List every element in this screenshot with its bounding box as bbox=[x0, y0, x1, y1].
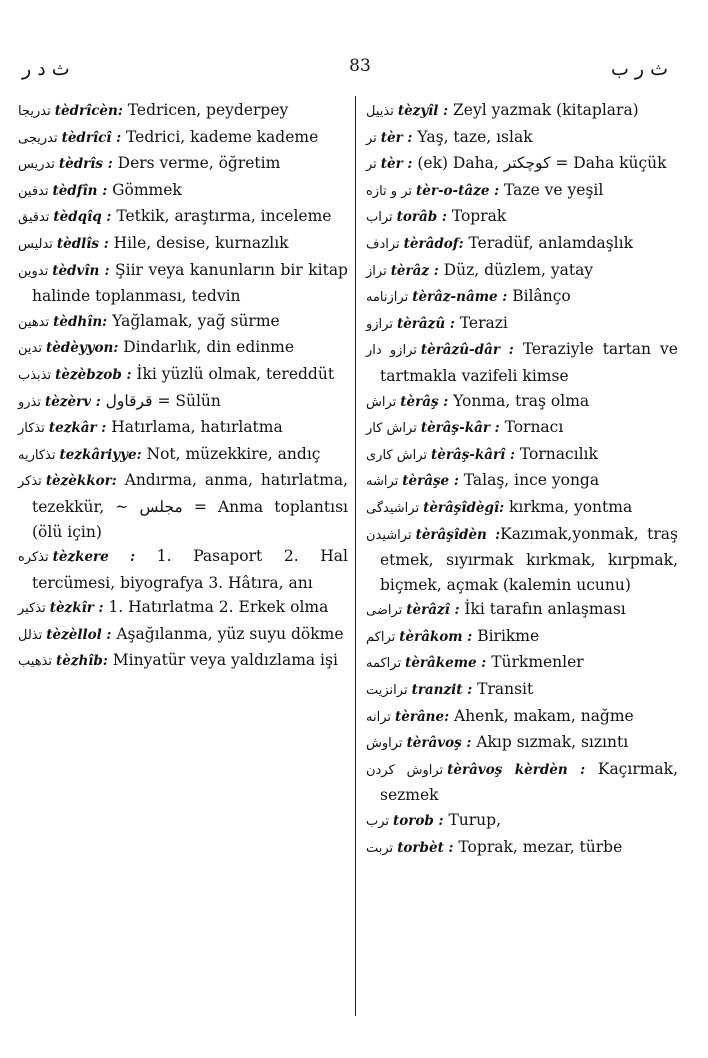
arabic-headword: تراكمه bbox=[366, 656, 402, 672]
definition: Zeyl yazmak (kitaplara) bbox=[448, 101, 639, 119]
left-column bbox=[18, 98, 348, 675]
arabic-headword: تراكم bbox=[366, 629, 396, 645]
transliteration: tèdhîn: bbox=[53, 313, 108, 330]
transliteration: tèzkere : bbox=[52, 549, 136, 566]
definition: Aşağılanma, yüz suyu dökme bbox=[111, 624, 344, 643]
arabic-headword: تربت bbox=[366, 840, 394, 856]
transliteration: tèrâşe : bbox=[402, 473, 459, 490]
transliteration: tèrâz-nâme : bbox=[412, 289, 508, 306]
definition: Dindarlık, din edinme bbox=[118, 338, 295, 357]
transliteration: tèr : bbox=[380, 129, 413, 146]
dictionary-entry bbox=[18, 125, 348, 152]
transliteration: tèrâzî : bbox=[406, 602, 460, 619]
arabic-headword: تراش كار bbox=[366, 421, 417, 437]
transliteration: tèdqîq : bbox=[53, 209, 112, 226]
dictionary-entry bbox=[366, 311, 678, 338]
definition: Yaş, taze, ıslak bbox=[412, 127, 533, 146]
arabic-headword: تراز bbox=[366, 263, 387, 279]
arabic-headword: تراشيدن bbox=[366, 527, 412, 543]
transliteration: tèdrîcî : bbox=[61, 129, 122, 146]
dictionary-entry bbox=[18, 178, 348, 205]
definition: Taze ve yeşil bbox=[499, 180, 604, 199]
definition: Tedricen, peyderpey bbox=[122, 101, 289, 119]
dictionary-entry bbox=[366, 468, 678, 495]
dictionary-entry bbox=[18, 415, 348, 442]
dictionary-entry bbox=[366, 522, 678, 598]
arabic-headword: تدريس bbox=[18, 157, 55, 173]
dictionary-entry bbox=[18, 648, 348, 675]
definition: قرقاول = Sülün bbox=[100, 391, 221, 410]
arabic-headword: تذلل bbox=[18, 627, 43, 643]
definition: Birikme bbox=[472, 626, 540, 645]
dictionary-entry bbox=[366, 389, 678, 416]
dictionary-entry bbox=[366, 677, 678, 704]
definition: Hatırlama, hatırlatma bbox=[106, 418, 283, 437]
arabic-headword: تذييل bbox=[366, 104, 394, 119]
arabic-headword: تراش bbox=[366, 394, 397, 410]
dictionary-entry bbox=[18, 258, 348, 309]
definition: Andırma, anma, hatırlatma, tezekkür, ~ مجلس = Anma toplantısı (ölü için) bbox=[32, 471, 348, 541]
transliteration: tèzyîl : bbox=[397, 103, 449, 119]
definition: İki tarafın anlaşması bbox=[459, 600, 626, 619]
arabic-headword: ترانزيت bbox=[366, 683, 408, 699]
definition: Bilânço bbox=[507, 287, 571, 306]
dictionary-entry bbox=[366, 650, 678, 677]
dictionary-entry bbox=[18, 544, 348, 595]
transliteration: tèrâş-kârî : bbox=[431, 446, 515, 463]
transliteration: tèrâne: bbox=[395, 708, 450, 725]
dictionary-entry bbox=[366, 125, 678, 152]
transliteration: tèrâkom : bbox=[399, 628, 473, 645]
transliteration: tèdrîcèn: bbox=[54, 103, 123, 119]
dictionary-entry bbox=[366, 98, 678, 125]
transliteration: torob : bbox=[393, 813, 444, 830]
dictionary-entry bbox=[366, 808, 678, 835]
arabic-headword: ترادف bbox=[366, 236, 400, 252]
transliteration: tezkâriyye: bbox=[59, 446, 142, 463]
header-left-letters: ث د ر bbox=[22, 58, 70, 80]
transliteration: tèrâzû : bbox=[396, 315, 455, 332]
definition: Tetkik, araştırma, inceleme bbox=[111, 207, 332, 226]
transliteration: tèzhîb: bbox=[56, 653, 108, 670]
dictionary-entry bbox=[366, 835, 678, 862]
arabic-headword: ترب bbox=[366, 814, 390, 830]
dictionary-entry bbox=[18, 442, 348, 469]
arabic-headword: تدليس bbox=[18, 236, 53, 252]
transliteration: tèrâş-kâr : bbox=[420, 420, 500, 437]
arabic-headword: تراضى bbox=[366, 603, 403, 619]
dictionary-entry bbox=[366, 178, 678, 205]
column-divider bbox=[355, 96, 356, 1016]
definition: Toprak bbox=[446, 207, 507, 226]
definition: Yonma, traş olma bbox=[448, 391, 590, 410]
definition: İki yüzlü olmak, tereddüt bbox=[131, 364, 335, 383]
transliteration: tèrâş : bbox=[400, 393, 449, 410]
dictionary-entry bbox=[18, 204, 348, 231]
dictionary-entry bbox=[18, 595, 348, 622]
arabic-headword: تذهيب bbox=[18, 654, 52, 670]
page-number: 83 bbox=[349, 56, 371, 76]
dictionary-entry bbox=[366, 337, 678, 388]
arabic-headword: تدريجا bbox=[18, 104, 51, 119]
dictionary-entry bbox=[366, 704, 678, 731]
transliteration: tèr : bbox=[380, 156, 413, 173]
transliteration: tèdrîs : bbox=[58, 156, 113, 173]
transliteration: tèdlîs : bbox=[56, 235, 109, 252]
arabic-headword: تدوين bbox=[18, 263, 49, 279]
transliteration: tèdfîn : bbox=[52, 182, 108, 199]
definition: Not, müzekkire, andıç bbox=[141, 444, 321, 463]
dictionary-entry bbox=[366, 231, 678, 258]
definition: Teraziyle tartan ve tartmakla vazifeli kimse bbox=[380, 340, 678, 385]
definition: Turup, bbox=[443, 811, 502, 830]
arabic-headword: تذكر bbox=[18, 474, 42, 490]
dictionary-entry bbox=[18, 389, 348, 416]
arabic-headword: تر و تازه bbox=[366, 183, 413, 199]
transliteration: tèrâz : bbox=[390, 262, 439, 279]
definition: Ders verme, öğretim bbox=[112, 154, 281, 173]
arabic-headword: تذكير bbox=[18, 601, 46, 617]
dictionary-entry bbox=[18, 335, 348, 362]
transliteration: tèrâşîdègî: bbox=[423, 499, 505, 516]
arabic-headword: تدقيق bbox=[18, 210, 50, 226]
definition: kırkma, yontma bbox=[504, 497, 633, 516]
definition: Tornacı bbox=[499, 418, 564, 437]
arabic-headword: تراوش bbox=[366, 736, 403, 752]
definition: 1. Hatırlatma 2. Erkek olma bbox=[103, 598, 329, 617]
arabic-headword: تر bbox=[366, 157, 377, 173]
dictionary-entry bbox=[366, 415, 678, 442]
definition: Ahenk, makam, nağme bbox=[449, 706, 634, 725]
definition: Düz, düzlem, yatay bbox=[438, 260, 594, 279]
dictionary-entry bbox=[366, 258, 678, 285]
dictionary-entry bbox=[18, 468, 348, 544]
dictionary-entry bbox=[366, 151, 678, 178]
definition: Türkmenler bbox=[486, 653, 584, 672]
dictionary-entry bbox=[366, 495, 678, 522]
dictionary-entry bbox=[366, 624, 678, 651]
definition: Teradüf, anlamdaşlık bbox=[463, 233, 633, 252]
definition: Minyatür veya yaldızlama işi bbox=[107, 651, 338, 670]
definition: Kaçırmak, sezmek bbox=[380, 759, 678, 805]
transliteration: tezkâr : bbox=[48, 420, 107, 437]
definition: Terazi bbox=[454, 313, 508, 332]
definition: (ek) Daha, كوچكتر = Daha küçük bbox=[412, 154, 667, 173]
arabic-headword: تراشه bbox=[366, 474, 399, 490]
dictionary-entry bbox=[18, 362, 348, 389]
transliteration: tèrâvoş kèrdèn : bbox=[447, 761, 586, 778]
transliteration: tèrâkeme : bbox=[405, 655, 487, 672]
transliteration: tèrâvoş : bbox=[406, 735, 472, 752]
transliteration: tranzit : bbox=[411, 682, 473, 699]
arabic-headword: ترازنامه bbox=[366, 290, 409, 306]
arabic-headword: تذكار bbox=[18, 421, 45, 437]
dictionary-entry bbox=[18, 622, 348, 649]
arabic-headword: تدريجى bbox=[18, 130, 58, 146]
transliteration: tèrâdof: bbox=[403, 235, 464, 252]
arabic-headword: ترازو دار bbox=[366, 343, 417, 359]
arabic-headword: تذكاريه bbox=[18, 447, 56, 463]
arabic-headword: تذبذب bbox=[18, 367, 52, 383]
right-column bbox=[366, 98, 678, 861]
definition: Akıp sızmak, sızıntı bbox=[471, 733, 629, 752]
transliteration: tèzèkkor: bbox=[45, 473, 117, 490]
transliteration: tèrâşîdèn : bbox=[415, 526, 501, 543]
definition: Toprak, mezar, türbe bbox=[453, 837, 623, 856]
arabic-headword: تدهين bbox=[18, 314, 50, 330]
definition: Tedrici, kademe kademe bbox=[121, 127, 319, 146]
transliteration: tèdvîn : bbox=[52, 262, 110, 279]
definition: Şiir veya kanunların bir kitap halinde toplanması, tedvin bbox=[32, 260, 348, 306]
arabic-headword: تراوش كردن bbox=[366, 762, 444, 778]
arabic-headword: تدفين bbox=[18, 183, 49, 199]
arabic-headword: تراب bbox=[366, 210, 393, 226]
definition: Gömmek bbox=[107, 180, 182, 199]
arabic-headword: ترازو bbox=[366, 316, 393, 332]
arabic-headword: ترانه bbox=[366, 709, 391, 725]
definition: 1. Pasaport 2. Hal tercümesi, biyografya 3. Hâtıra, anı bbox=[32, 547, 349, 592]
transliteration: torbèt : bbox=[397, 839, 454, 856]
dictionary-entry bbox=[366, 730, 678, 757]
transliteration: tèzkîr : bbox=[49, 600, 104, 617]
transliteration: tèzèllol : bbox=[46, 626, 112, 643]
dictionary-entry bbox=[366, 284, 678, 311]
arabic-headword: تذكره bbox=[18, 550, 49, 566]
dictionary-entry bbox=[18, 151, 348, 178]
arabic-headword: تراشيدگى bbox=[366, 500, 420, 516]
transliteration: tèr-o-tâze : bbox=[416, 182, 500, 199]
arabic-headword: تراش كارى bbox=[366, 447, 428, 463]
arabic-headword: تذرو bbox=[18, 394, 41, 410]
dictionary-entry bbox=[366, 757, 678, 808]
dictionary-entry bbox=[366, 442, 678, 469]
dictionary-entry bbox=[18, 231, 348, 258]
dictionary-entry bbox=[18, 98, 348, 125]
definition: Talaş, ince yonga bbox=[458, 471, 600, 490]
transliteration: tèzèbzob : bbox=[55, 366, 132, 383]
transliteration: tèzèrv : bbox=[45, 393, 101, 410]
dictionary-entry bbox=[366, 204, 678, 231]
definition: Tornacılık bbox=[514, 444, 598, 463]
definition: Kazımak,yonmak, traş etmek, sıyırmak kırkmak, kırpmak, biçmek, açmak (kalemin ucunu) bbox=[380, 524, 678, 594]
transliteration: torâb : bbox=[396, 209, 447, 226]
transliteration: tèdèyyon: bbox=[45, 340, 119, 357]
transliteration: tèrâzû-dâr : bbox=[420, 342, 514, 359]
definition: Yağlamak, yağ sürme bbox=[107, 311, 280, 330]
definition: Transit bbox=[472, 680, 534, 699]
dictionary-entry bbox=[18, 309, 348, 336]
header-right-letters: ث ر ب bbox=[610, 58, 668, 80]
arabic-headword: تدين bbox=[18, 341, 42, 357]
definition: Hile, desise, kurnazlık bbox=[108, 233, 289, 252]
dictionary-entry bbox=[366, 597, 678, 624]
arabic-headword: تر bbox=[366, 130, 377, 146]
